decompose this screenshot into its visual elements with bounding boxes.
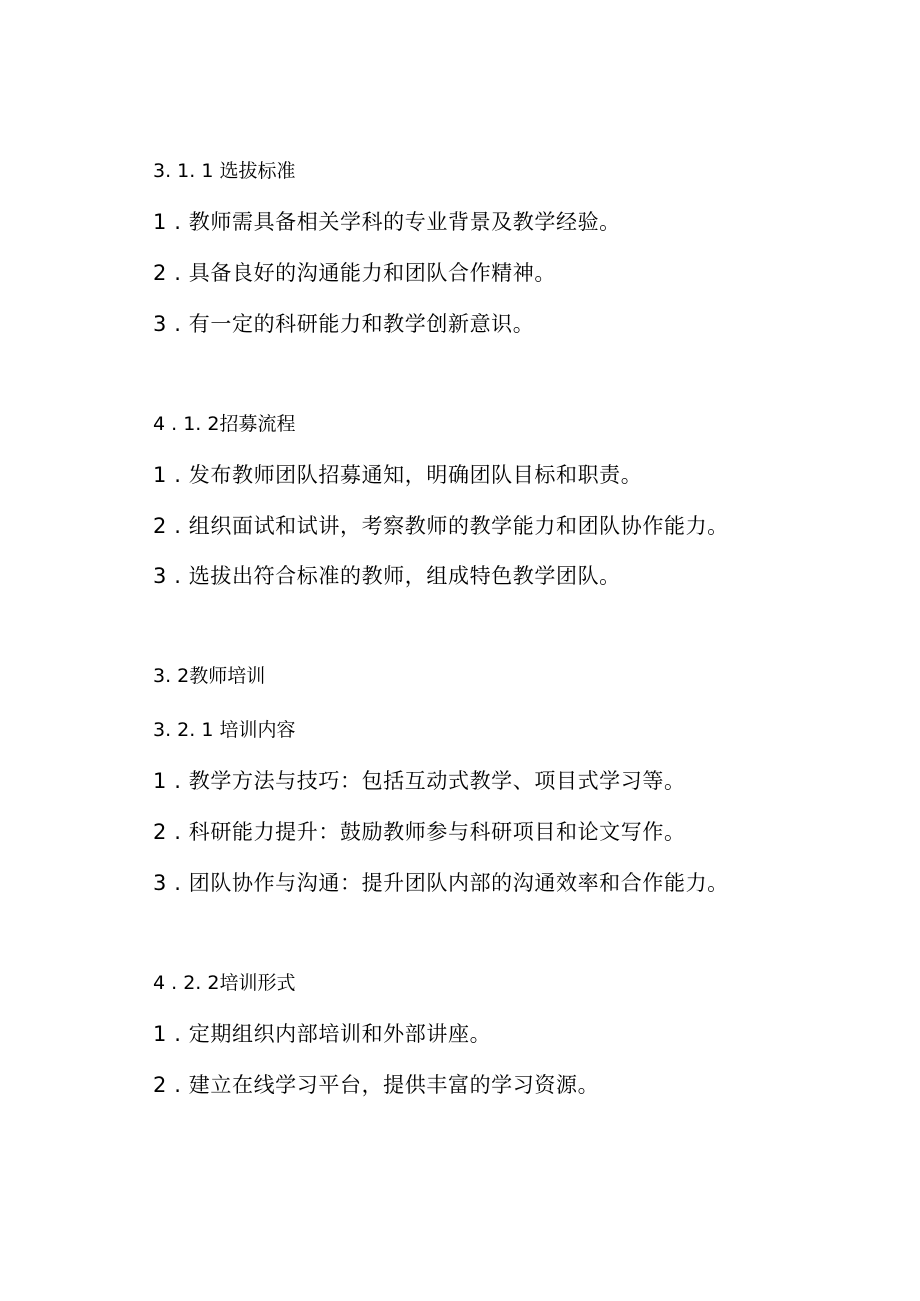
list-item: 2 . 科研能力提升：鼓励教师参与科研项目和论文写作。 [153, 820, 686, 844]
list-item: 1 . 教师需具备相关学科的专业背景及教学经验。 [153, 210, 621, 234]
list-item: 2 . 具备良好的沟通能力和团队合作精神。 [153, 261, 556, 285]
list-item: 3 . 团队协作与沟通：提升团队内部的沟通效率和合作能力。 [153, 871, 729, 895]
section-heading-training-format: 4 . 2. 2培训形式 [153, 972, 296, 994]
subsection-heading-training-content: 3. 2. 1 培训内容 [153, 719, 296, 741]
section-heading-recruitment-process: 4 . 1. 2招募流程 [153, 413, 296, 435]
section-heading-selection-criteria: 3. 1. 1 选拔标准 [153, 160, 296, 182]
list-item: 1 . 发布教师团队招募通知，明确团队目标和职责。 [153, 463, 643, 487]
list-item: 3 . 有一定的科研能力和教学创新意识。 [153, 312, 535, 336]
list-item: 1 . 定期组织内部培训和外部讲座。 [153, 1022, 492, 1046]
list-item: 2 . 建立在线学习平台，提供丰富的学习资源。 [153, 1073, 600, 1097]
list-item: 3 . 选拔出符合标准的教师，组成特色教学团队。 [153, 564, 621, 588]
list-item: 1 . 教学方法与技巧：包括互动式教学、项目式学习等。 [153, 769, 686, 793]
section-heading-teacher-training: 3. 2教师培训 [153, 665, 266, 687]
list-item: 2 . 组织面试和试讲，考察教师的教学能力和团队协作能力。 [153, 514, 729, 538]
